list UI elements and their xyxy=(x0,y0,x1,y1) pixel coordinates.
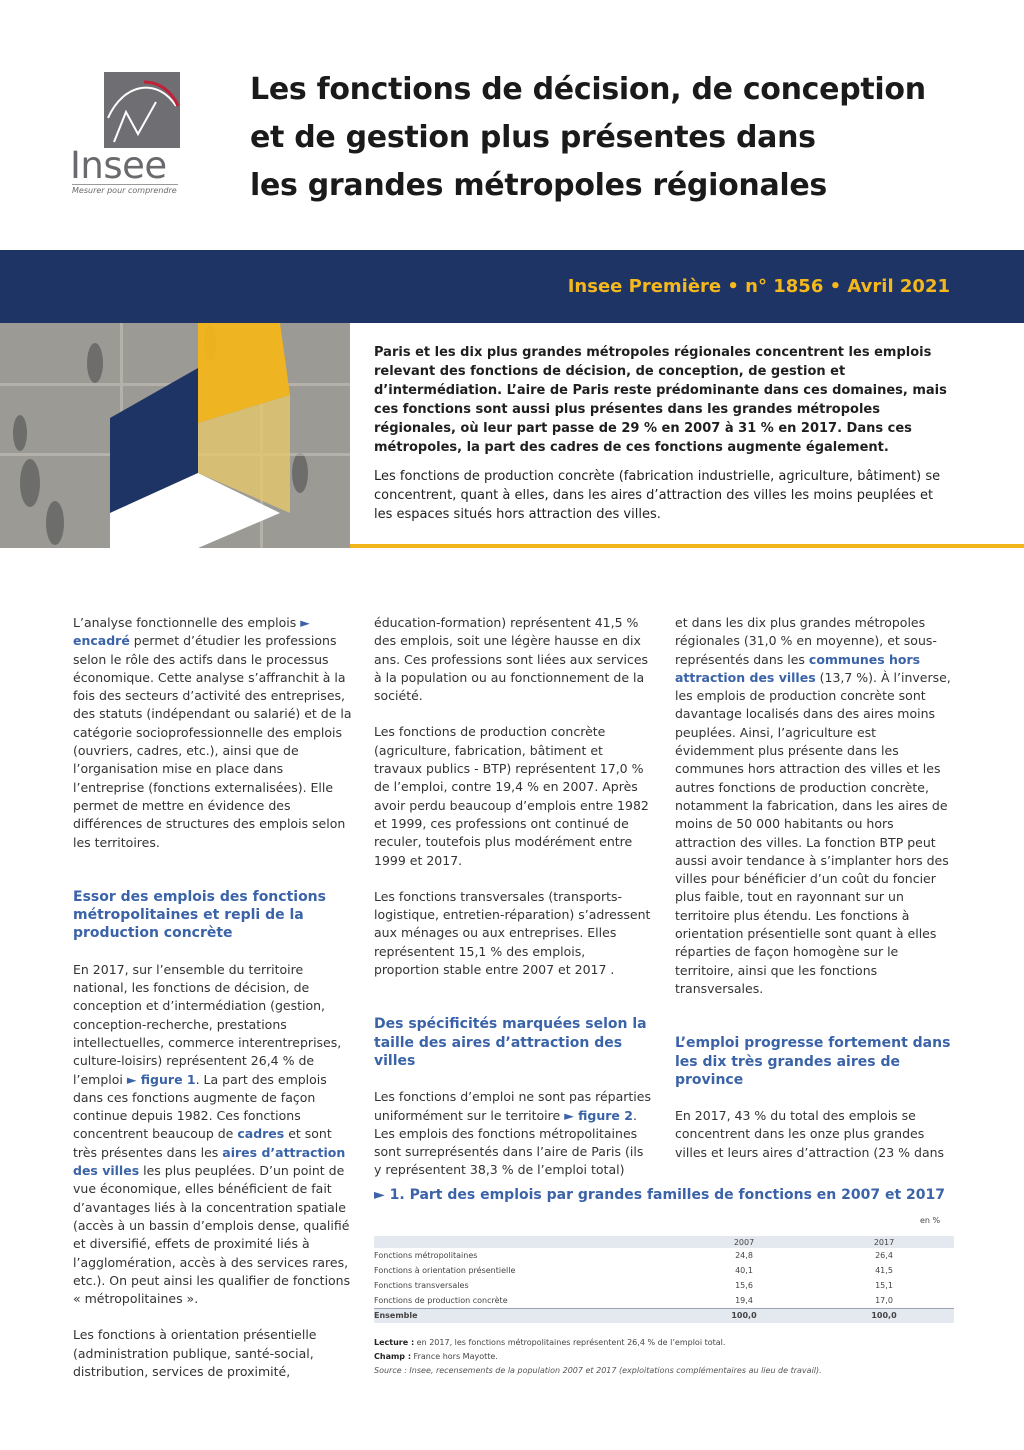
col1-paragraph-3: Les fonctions à orientation présentielle (administration publique, santé-social, distribution, services de proximité, xyxy=(73,1327,317,1379)
col3-paragraph-2: En 2017, 43 % du total des emplois se concentrent dans les onze plus grandes villes et leurs aires d’attraction (23 % dans xyxy=(675,1108,945,1160)
figure-2-link[interactable]: ► figure 2 xyxy=(564,1107,633,1123)
col1-paragraph-1 xyxy=(73,614,353,852)
col1-p2-text-c: et sont très présentes dans les xyxy=(73,1126,332,1160)
column-3 xyxy=(675,614,955,1180)
summary-paragraph-2: Les fonctions de production concrète (fabrication industrielle, agriculture, bâtiment) se concentrent, quant à elles, dans les aires d’attraction des villes les moins peuplées et les espaces situés hors attraction des villes. xyxy=(374,469,941,522)
col2-p4-text-b: . Les emplois des fonctions métropolitaines sont surreprésentés dans l’aire de Paris (ils y représentent 38,3 % de l’emploi total) xyxy=(374,1107,644,1178)
summary-paragraph-1: Paris et les dix plus grandes métropoles régionales concentrent les emplois relevant des fonctions de décision, de conception, de gestion et d’intermédiation. L’aire de Paris reste prédominante dans ces domaines, mais ces fonctions sont aussi plus présentes dans les grandes métropoles régionales, où leur part passe de 29 % en 2007 à 31 % en 2017. Dans ces métropoles, la part des cadres de ces fonctions augmente également. xyxy=(374,345,947,455)
row-label: Fonctions transversales xyxy=(374,1281,469,1290)
col3-p1-text-a: et dans les dix plus grandes métropoles régionales (31,0 % en moyenne), et sous-représentés dans les xyxy=(675,615,937,667)
col2-paragraph-3: Les fonctions transversales (transports-logistique, entretien-réparation) s’adressent aux ménages ou aux entreprises. Elles représentent 15,1 % des emplois, proportion stable entre 2007 et 2017 . xyxy=(374,888,651,978)
aires-attraction-link[interactable]: aires d’attraction des villes xyxy=(73,1144,346,1179)
cadres-link[interactable]: cadres xyxy=(237,1126,285,1142)
col1-heading: Essor des emplois des fonctions métropolitaines et repli de la production concrète xyxy=(73,888,326,942)
col1-p2-text-b: . La part des emplois dans ces fonctions augmente de façon continue depuis 1982. Ces fonctions concentrent beaucoup de xyxy=(73,1071,327,1142)
table-row xyxy=(374,1263,954,1278)
summary-box xyxy=(350,323,1024,548)
lecture-note xyxy=(374,1336,954,1350)
row-value-2017: 17,0 xyxy=(875,1295,893,1305)
col2-heading: Des spécificités marquées selon la taille des aires d’attraction des villes xyxy=(374,1016,647,1069)
figure-1-table xyxy=(374,1236,954,1323)
table-header-row xyxy=(374,1236,954,1248)
source-text: Source : Insee, recensements de la population 2007 et 2017 (exploitations complémentaires au lieu de travail). xyxy=(374,1366,822,1375)
insee-logo xyxy=(70,70,190,200)
cover-photo xyxy=(0,323,350,548)
figure-notes xyxy=(374,1336,954,1378)
row-label: Fonctions de production concrète xyxy=(374,1295,508,1305)
col3-paragraph-1 xyxy=(675,614,955,998)
title-line-3: les grandes métropoles régionales xyxy=(250,168,827,203)
logo-wordmark: Insee xyxy=(70,144,167,187)
table-header-2007: 2007 xyxy=(674,1236,814,1248)
lecture-label: Lecture : xyxy=(374,1338,415,1347)
table-row xyxy=(374,1278,954,1293)
col2-paragraph-2: Les fonctions de production concrète (agriculture, fabrication, bâtiment et travaux publics - BTP) représentent 17,0 % de l’emploi, contre 19,4 % en 2007. Après avoir perdu beaucoup d’emplois entre 1982 et 1999, ces professions ont continué de reculer, toutefois plus modérément entre 1999 et 2017. xyxy=(374,724,649,868)
page-title xyxy=(250,66,970,210)
figure-1-link[interactable]: ► figure 1 xyxy=(126,1071,196,1087)
champ-note xyxy=(374,1350,954,1364)
col3-p1-text-b: (13,7 %). À l’inverse, les emplois de production concrète sont davantage localisés dans des aires moins peuplées. Ainsi, l’agriculture est évidemment plus présente dans les communes hors attraction des villes et les autres fonctions de production concrète, notamment la fabrication, dans les aires de moins de 50 000 habitants ou hors attraction des villes. La fonction BTP peut aussi avoir tendance à s’implanter hors des villes pour bénéficier d’un coût du foncier plus faible, tout en rayonnant sur un territoire plus étendu. Les fonctions à orientation présentielle sont quant à elles réparties de façon homogène sur le territoire, ainsi que les fonctions transversales. xyxy=(675,669,951,996)
source-note xyxy=(374,1364,954,1378)
column-1 xyxy=(73,614,353,1399)
row-value-2017: 41,5 xyxy=(875,1266,893,1275)
col1-p2-text-a: En 2017, sur l’ensemble du territoire national, les fonctions de décision, de conception et d’intermédiation (gestion, conception-recherche, prestations intellectuelles, commerce interentreprises, culture-loisirs) représentent 26,4 % de l’emploi xyxy=(73,961,342,1087)
row-value-2017: 26,4 xyxy=(875,1251,893,1260)
col1-p1-text-a: L’analyse fonctionnelle des emplois xyxy=(73,615,301,630)
total-value-2007: 100,0 xyxy=(674,1308,814,1323)
figure-1-title: ► 1. Part des emplois par grandes familles de fonctions en 2007 et 2017 xyxy=(374,1187,946,1203)
column-2 xyxy=(374,614,654,1198)
col2-paragraph-1: éducation-formation) représentent 41,5 % des emplois, soit une légère hausse en dix ans. Ces professions sont liées aux services à la population ou au fonctionnement de la société. xyxy=(374,615,649,704)
table-header-2017: 2017 xyxy=(814,1236,954,1248)
table-total-row xyxy=(374,1308,954,1323)
col1-p2-text-d: les plus peuplées. D’un point de vue économique, elles bénéficient de fait d’avantages liés à la concentration spatiale (accès à un bassin d’emplois dense, qualifié et diversifié, effets de proximité liés à l’agglomération, accès à des services rares, etc.). On peut ainsi les qualifier de fonctions « métropolitaines ». xyxy=(73,1163,351,1307)
title-line-2: et de gestion plus présentes dans xyxy=(250,120,816,155)
publication-band xyxy=(0,250,1024,323)
row-value-2007: 19,4 xyxy=(735,1295,753,1305)
logo-tagline: Mesurer pour comprendre xyxy=(72,186,177,195)
row-label: Fonctions à orientation présentielle xyxy=(374,1266,516,1275)
col3-heading: L’emploi progresse fortement dans les dix très grandes aires de province xyxy=(675,1035,951,1088)
row-value-2017: 15,1 xyxy=(875,1281,893,1290)
row-label: Fonctions métropolitaines xyxy=(374,1251,478,1260)
total-label: Ensemble xyxy=(374,1308,674,1323)
figure-unit: en % xyxy=(920,1216,941,1225)
table-row xyxy=(374,1248,954,1263)
col1-p1-text-b: permet d’étudier les professions selon le rôle des actifs dans le processus économique. Cette analyse s’affranchit à la fois des secteurs d’activité des entreprises, des statuts (indépendant ou salarié) et de la catégorie socioprofessionnelle des emplois (ouvriers, cadres, etc.), ainsi que de l’organisation mise en place dans l’entreprise (fonctions externalisées). Elle permet de mettre en évidence des différences de structures des emplois selon les territoires. xyxy=(73,633,352,850)
encadre-link[interactable]: ► encadré xyxy=(73,615,310,649)
lecture-text: en 2017, les fonctions métropolitaines représentent 26,4 % de l’emploi total. xyxy=(414,1338,726,1347)
logo-square xyxy=(104,72,180,148)
row-value-2007: 15,6 xyxy=(735,1281,753,1290)
row-value-2007: 40,1 xyxy=(735,1266,753,1275)
table-header-label xyxy=(374,1236,674,1248)
total-value-2017: 100,0 xyxy=(814,1308,954,1323)
row-value-2007: 24,8 xyxy=(735,1251,753,1260)
champ-text: France hors Mayotte. xyxy=(411,1352,498,1361)
publication-reference: Insee Première • n° 1856 • Avril 2021 xyxy=(567,276,950,297)
table-row xyxy=(374,1293,954,1308)
champ-label: Champ : xyxy=(374,1352,412,1361)
col2-p4-text-a: Les fonctions d’emploi ne sont pas réparties uniformément sur le territoire xyxy=(374,1089,651,1123)
col1-paragraph-2 xyxy=(73,961,353,1309)
col2-paragraph-4 xyxy=(374,1088,654,1179)
communes-hors-attraction-link[interactable]: communes hors attraction des villes xyxy=(675,651,921,685)
title-line-1: Les fonctions de décision, de conception xyxy=(250,72,926,107)
